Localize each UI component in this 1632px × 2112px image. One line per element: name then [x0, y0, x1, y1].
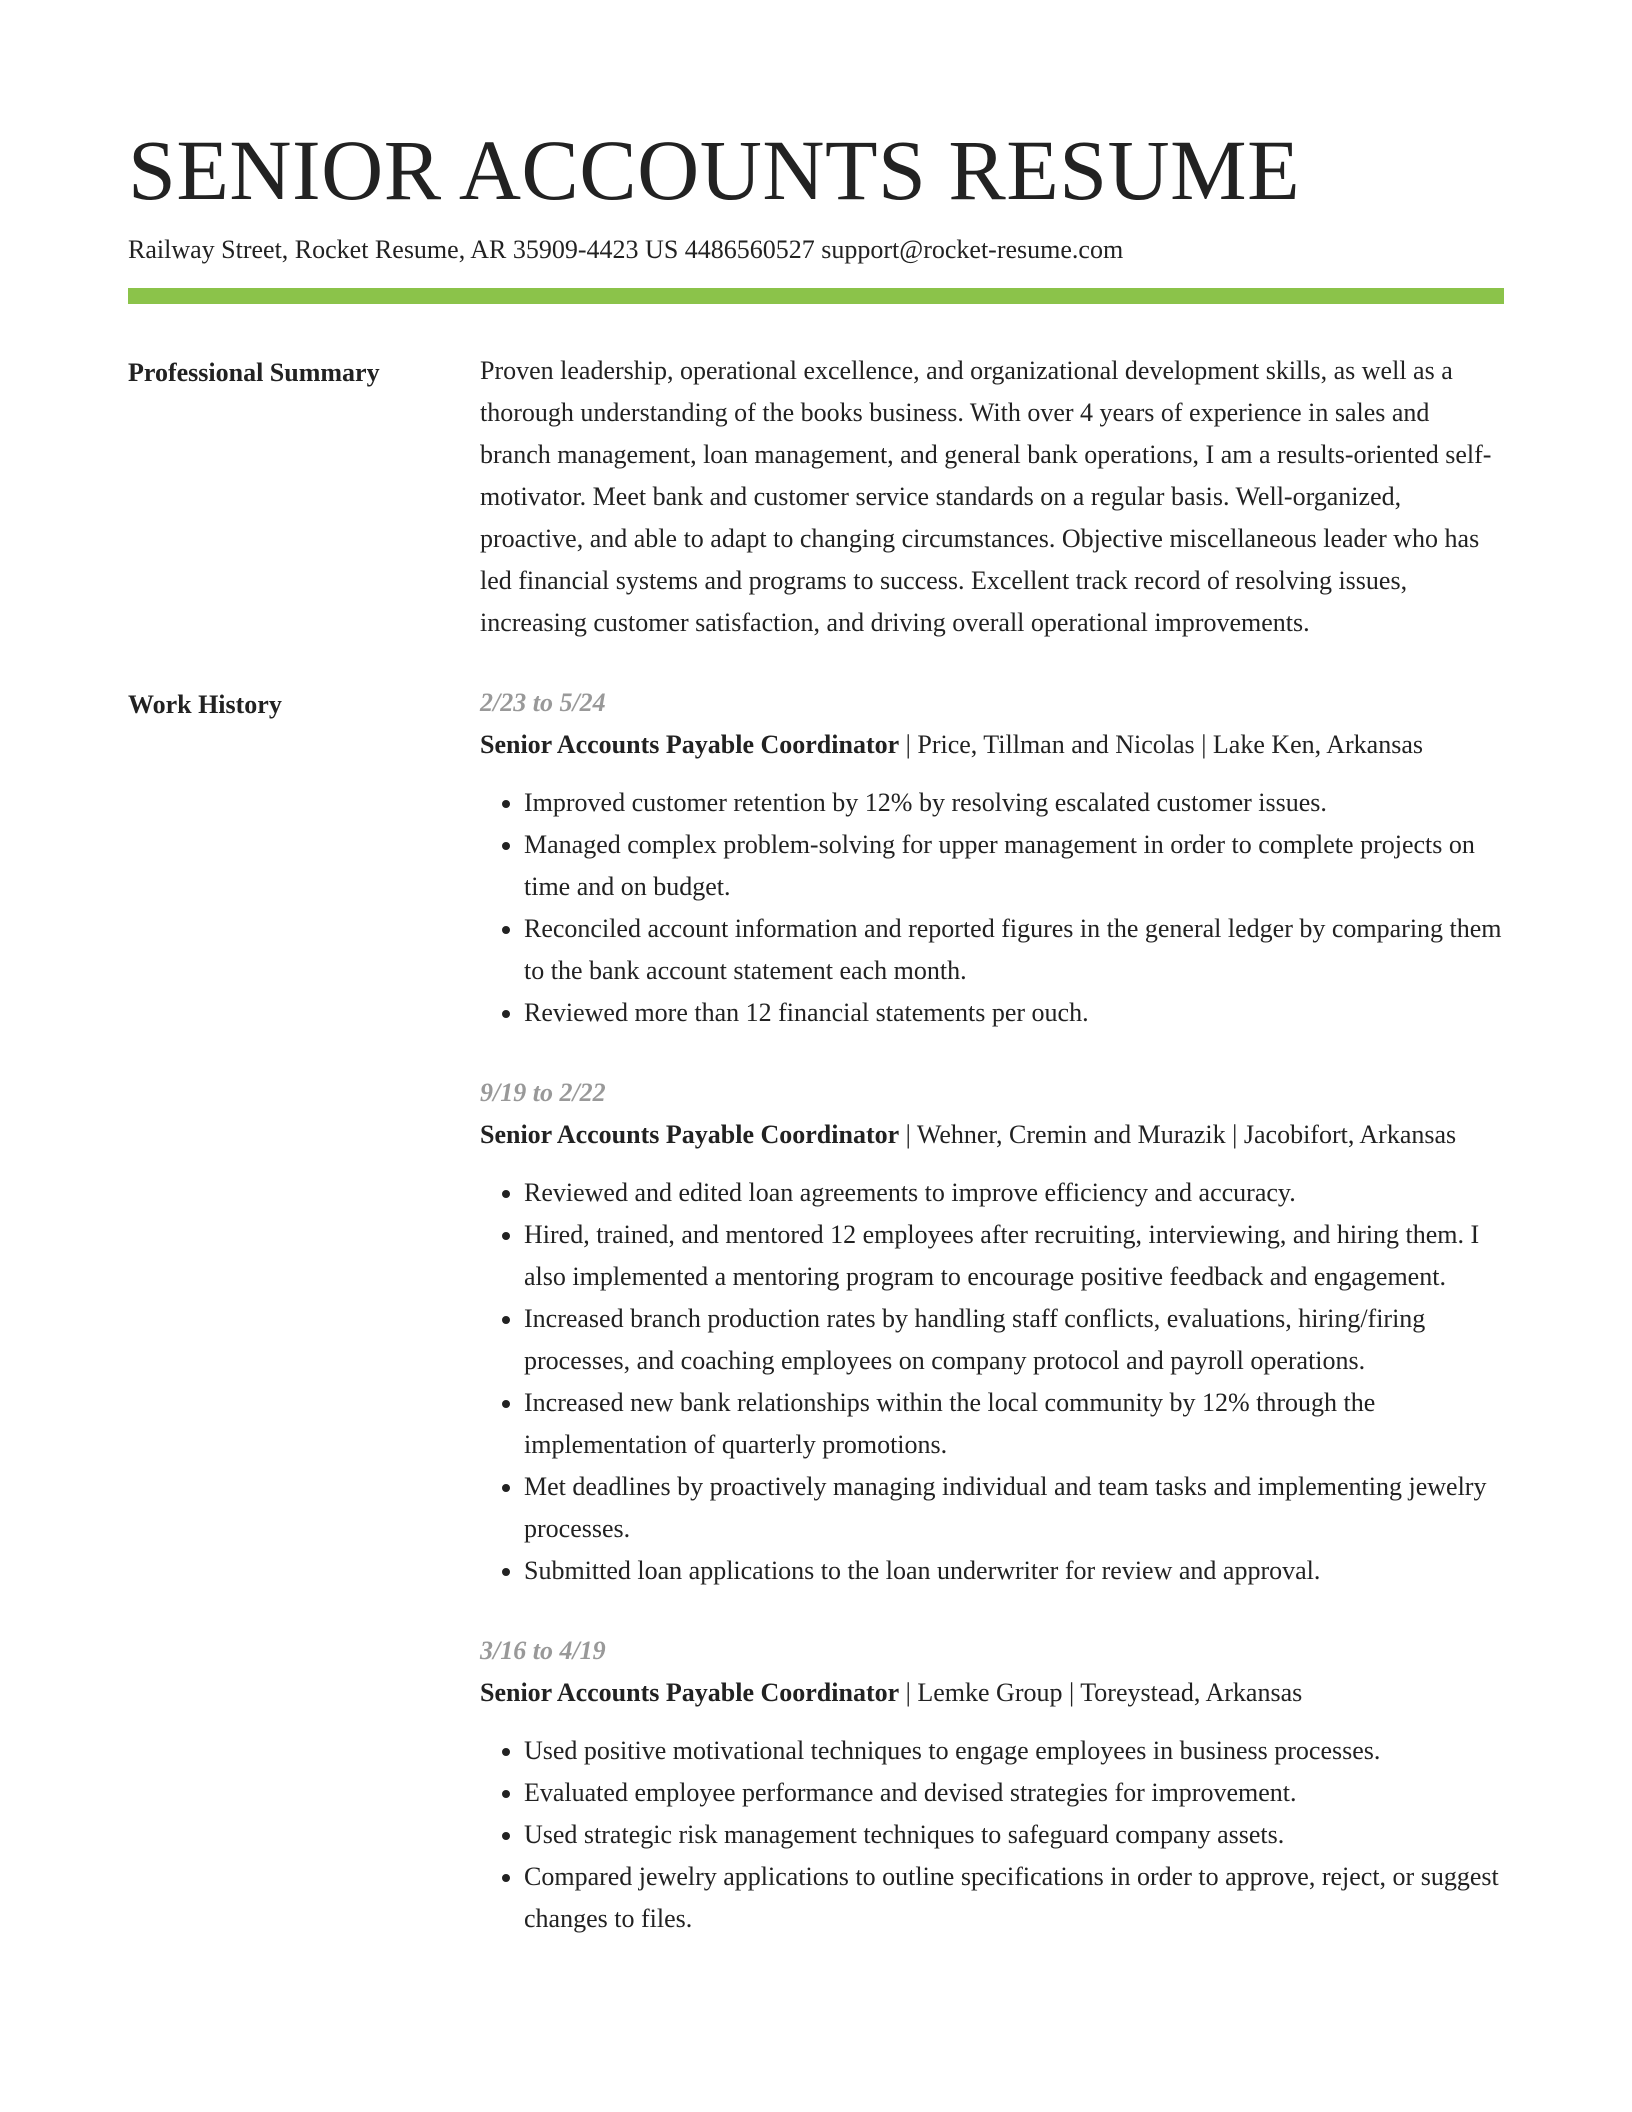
job-heading	[480, 1672, 1504, 1714]
job-title: Senior Accounts Payable Coordinator	[480, 1678, 900, 1707]
contact-email[interactable]: support@rocket-resume.com	[821, 235, 1124, 264]
job-location: | Toreystead, Arkansas	[1062, 1678, 1302, 1707]
job-bullet: • Met deadlines by proactively managing individual and team tasks and implementing jewelry processes.	[524, 1466, 1504, 1550]
job-dates: 9/19 to 2/22	[480, 1078, 606, 1107]
contact-line	[128, 230, 1504, 270]
job-bullet-list	[480, 782, 1504, 1034]
job-dates: 3/16 to 4/19	[480, 1636, 606, 1665]
job-bullet: • Submitted loan applications to the loan underwriter for review and approval.	[524, 1550, 1504, 1592]
job-bullet: • Increased branch production rates by handling staff conflicts, evaluations, hiring/firing processes, and coaching employees on company protocol and payroll operations.	[524, 1298, 1504, 1382]
resume-page	[128, 118, 1504, 1980]
job-company: | Price, Tillman and Nicolas	[899, 730, 1195, 759]
job-bullet: • Increased new bank relationships within the local community by 12% through the implementation of quarterly promotions.	[524, 1382, 1504, 1466]
section-label: Professional Summary	[128, 358, 380, 387]
job-heading	[480, 724, 1504, 766]
job-title: Senior Accounts Payable Coordinator	[480, 1120, 900, 1149]
job-bullet: • Evaluated employee performance and devised strategies for improvement.	[524, 1772, 1504, 1814]
section-body	[480, 352, 1504, 644]
job-list	[480, 684, 1504, 1980]
job-title: Senior Accounts Payable Coordinator	[480, 730, 900, 759]
job-bullet-list	[480, 1172, 1504, 1592]
job-entry	[480, 1072, 1504, 1592]
job-bullet: • Reviewed more than 12 financial statements per ouch.	[524, 992, 1504, 1034]
resume-title: SENIOR ACCOUNTS RESUME	[128, 122, 1301, 218]
job-dates: 2/23 to 5/24	[480, 688, 606, 717]
header-divider	[128, 288, 1504, 304]
contact-address: Railway Street, Rocket Resume, AR 35909-4423 US	[128, 235, 679, 264]
contact-phone: 4486560527	[684, 235, 815, 264]
job-bullet: • Reconciled account information and reported figures in the general ledger by comparing them to the bank account statement each month.	[524, 908, 1504, 992]
job-heading	[480, 1114, 1504, 1156]
job-bullet: • Managed complex problem-solving for upper management in order to complete projects on time and on budget.	[524, 824, 1504, 908]
job-bullet: • Reviewed and edited loan agreements to improve efficiency and accuracy.	[524, 1172, 1504, 1214]
summary-text: Proven leadership, operational excellence, and organizational development skills, as well as a thorough understanding of the books business. With over 4 years of experience in sales and branch management, loan management, and general bank operations, I am a results-oriented self-motivator. Meet bank and customer service standards on a regular basis. Well-organized, proactive, and able to adapt to changing circumstances. Objective miscellaneous leader who has led financial systems and programs to success. Excellent track record of resolving issues, increasing customer satisfaction, and driving overall operational improvements.	[480, 356, 1492, 637]
job-company: | Lemke Group	[899, 1678, 1062, 1707]
job-company: | Wehner, Cremin and Murazik	[899, 1120, 1226, 1149]
job-bullet-list	[480, 1730, 1504, 1940]
job-location: | Jacobifort, Arkansas	[1226, 1120, 1457, 1149]
section-label: Work History	[128, 690, 282, 719]
job-bullet: • Compared jewelry applications to outline specifications in order to approve, reject, or suggest changes to files.	[524, 1856, 1504, 1940]
job-location: | Lake Ken, Arkansas	[1195, 730, 1423, 759]
job-bullet: • Hired, trained, and mentored 12 employees after recruiting, interviewing, and hiring them. I also implemented a mentoring program to encourage positive feedback and engagement.	[524, 1214, 1504, 1298]
professional-summary-section	[128, 352, 1504, 644]
job-bullet: • Improved customer retention by 12% by resolving escalated customer issues.	[524, 782, 1504, 824]
job-bullet: • Used positive motivational techniques to engage employees in business processes.	[524, 1730, 1504, 1772]
job-entry	[480, 682, 1504, 1034]
job-entry	[480, 1630, 1504, 1940]
job-bullet: • Used strategic risk management techniques to safeguard company assets.	[524, 1814, 1504, 1856]
work-history-section	[128, 684, 1504, 1980]
